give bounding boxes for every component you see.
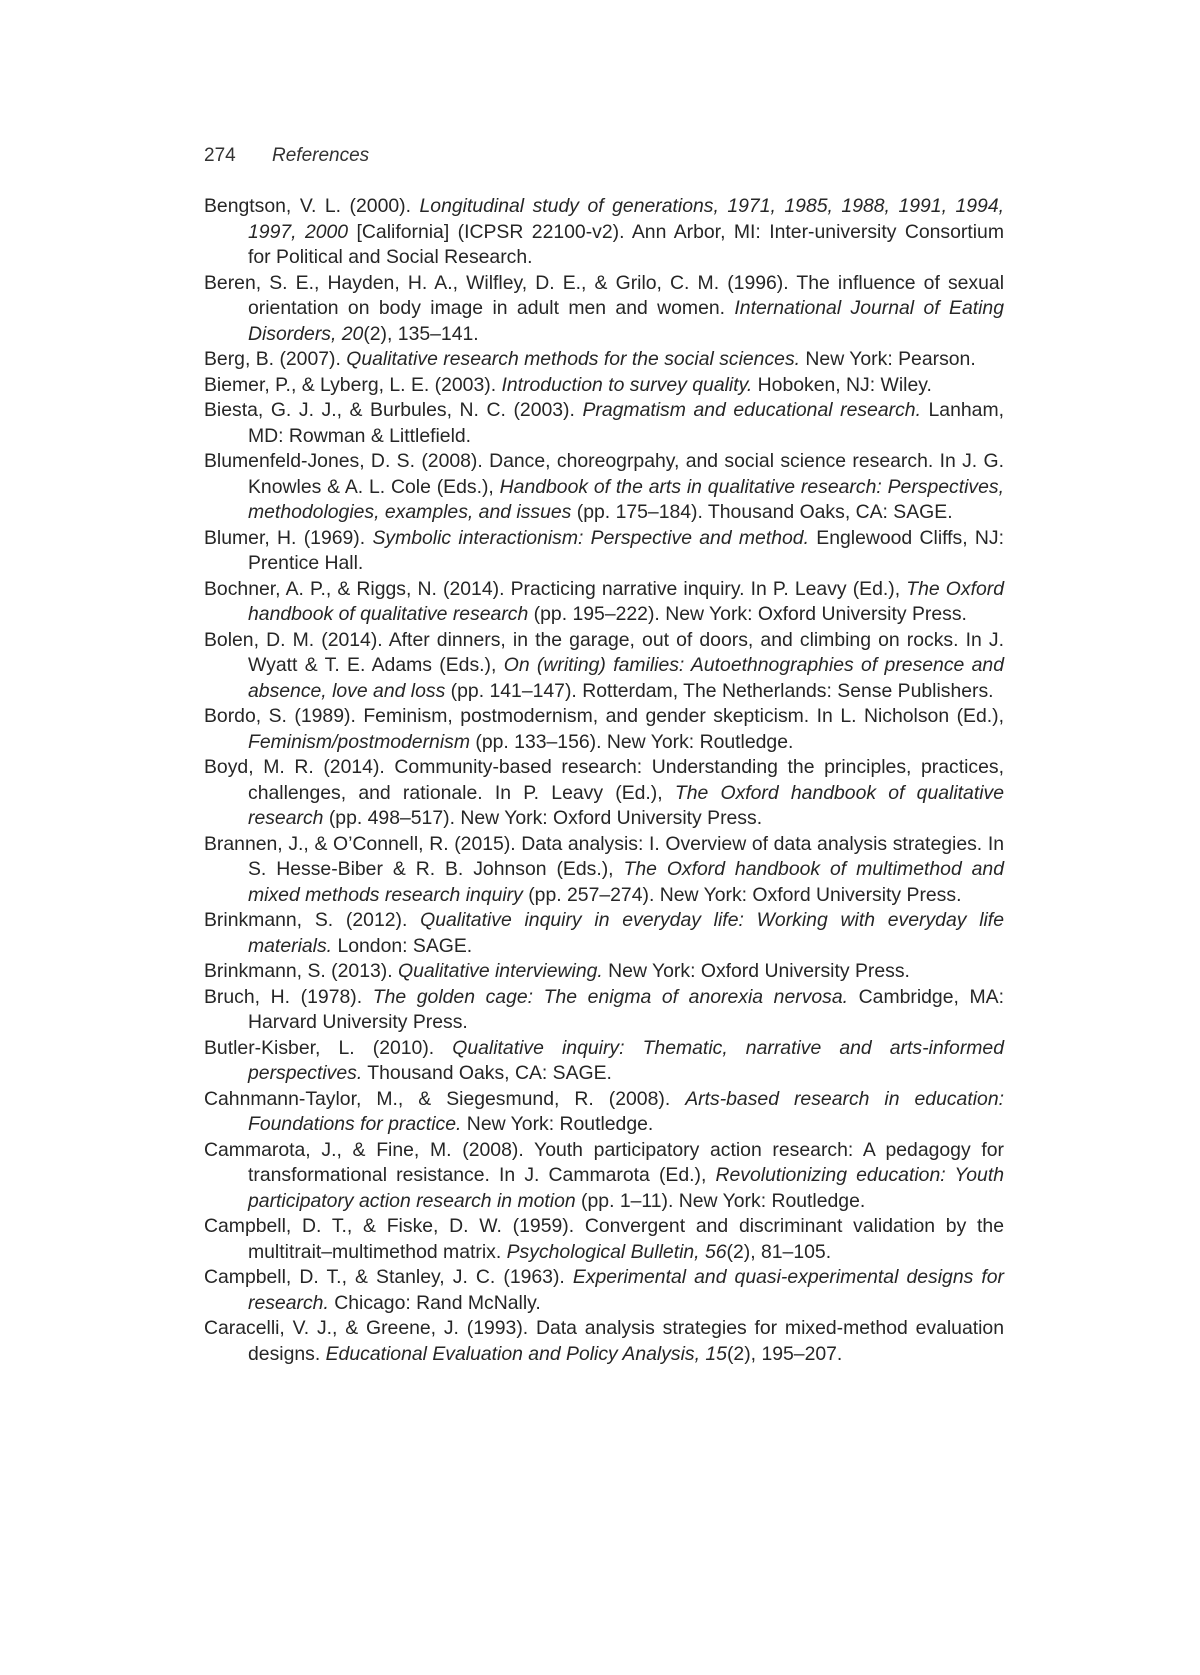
reference-text: Biesta, G. J. J., & Burbules, N. C. (2003). — [204, 399, 583, 421]
reference-text: Blumer, H. (1969). — [204, 526, 373, 549]
reference-text: (pp. 133–156). New York: Routledge. — [469, 730, 794, 753]
reference-italic-title: Symbolic interactionism: Perspective and method. — [372, 526, 809, 549]
reference-text: (pp. 257–274). New York: Oxford University Press. — [522, 883, 962, 906]
reference-text: (pp. 498–517). New York: Oxford University Press. — [323, 807, 763, 829]
reference-italic-title: Revolutionizing education: Youth participatory action research in motion — [248, 1164, 1004, 1212]
reference-text: Butler-Kisber, L. (2010). — [204, 1036, 453, 1059]
reference-text: (2), 81–105. — [726, 1240, 832, 1263]
reference-text: Biemer, P., & Lyberg, L. E. (2003). — [204, 373, 502, 396]
reference-text: (pp. 175–184). Thousand Oaks, CA: SAGE. — [571, 501, 953, 523]
reference-italic-title: Qualitative research methods for the social sciences. — [346, 348, 801, 370]
reference-entry — [204, 449, 1004, 526]
reference-italic-title: Qualitative interviewing. — [398, 960, 603, 982]
reference-text: Campbell, D. T., & Fiske, D. W. (1959). Convergent and discriminant validation by the multitrait–multimethod matrix. — [204, 1215, 1004, 1263]
reference-entry — [204, 373, 1004, 399]
reference-italic-title: Arts-based research in education: Foundations for practice. — [248, 1087, 1004, 1135]
reference-entry — [204, 628, 1004, 705]
reference-italic-title: Qualitative inquiry in everyday life: Working with everyday life materials. — [248, 909, 1004, 957]
reference-text: Thousand Oaks, CA: SAGE. — [362, 1062, 612, 1084]
reference-italic-title: Handbook of the arts in qualitative research: Perspectives, methodologies, examples, and issues — [248, 475, 1004, 523]
reference-italic-title: Pragmatism and educational research. — [582, 399, 921, 421]
reference-text: Bordo, S. (1989). Feminism, postmodernism, and gender skepticism. In L. Nicholson (Ed.), — [204, 705, 1004, 727]
reference-text: [California] (ICPSR 22100-v2). Ann Arbor, MI: Inter-university Consortium for Political and Social Research. — [248, 220, 1004, 268]
reference-text: New York: Routledge. — [461, 1113, 654, 1135]
reference-entry — [204, 985, 1004, 1036]
reference-italic-title: Qualitative inquiry: Thematic, narrative and arts-informed perspectives. — [248, 1036, 1004, 1084]
reference-entry — [204, 908, 1004, 959]
reference-italic-title: Feminism/postmodernism — [248, 730, 470, 753]
reference-italic-title: Psychological Bulletin, 56 — [506, 1240, 727, 1263]
reference-text: (pp. 141–147). Rotterdam, The Netherlands: Sense Publishers. — [445, 679, 994, 702]
reference-text: Beren, S. E., Hayden, H. A., Wilfley, D. E., & Grilo, C. M. (1996). The influence of sexual orientation on body image in adult men and women. — [204, 271, 1004, 319]
reference-entry — [204, 1214, 1004, 1265]
reference-text: (pp. 1–11). New York: Routledge. — [575, 1189, 866, 1212]
reference-text: Lanham, MD: Rowman & Littlefield. — [248, 399, 1004, 447]
reference-italic-title: Introduction to survey quality. — [501, 373, 753, 396]
reference-text: Cammarota, J., & Fine, M. (2008). Youth participatory action research: A pedagogy for transformational resistance. In J. Cammarota (Ed.), — [204, 1138, 1004, 1186]
reference-entry — [204, 271, 1004, 348]
reference-entry — [204, 194, 1004, 271]
reference-entry — [204, 832, 1004, 909]
reference-text: (pp. 195–222). New York: Oxford University Press. — [528, 603, 967, 625]
reference-italic-title: Longitudinal study of generations, 1971, 1985, 1988, 1991, 1994, 1997, 2000 — [248, 195, 1004, 243]
reference-text: Chicago: Rand McNally. — [328, 1291, 541, 1314]
reference-entry — [204, 1265, 1004, 1316]
reference-text: Brinkmann, S. (2013). — [204, 960, 398, 982]
reference-text: Blumenfeld-Jones, D. S. (2008). Dance, choreogrpahy, and social science research. In J. G. Knowles & A. L. Cole (Eds.), — [204, 450, 1004, 498]
reference-text: Boyd, M. R. (2014). Community-based research: Understanding the principles, practices, challenges, and rationale. In P. Leavy (Ed.), — [204, 756, 1004, 804]
reference-entry — [204, 398, 1004, 449]
reference-italic-title: The golden cage: The enigma of anorexia nervosa. — [372, 985, 849, 1008]
reference-italic-title: The Oxford handbook of qualitative research — [248, 781, 1004, 829]
reference-text: (2), 135–141. — [363, 322, 479, 345]
running-head — [204, 144, 369, 168]
reference-text: Brinkmann, S. (2012). — [204, 909, 421, 931]
reference-entry — [204, 1036, 1004, 1087]
reference-text: Brannen, J., & O’Connell, R. (2015). Data analysis: I. Overview of data analysis strategies. In S. Hesse-Biber & R. B. Johnson (Eds.), — [204, 832, 1004, 880]
reference-entry — [204, 959, 1004, 985]
reference-text: Campbell, D. T., & Stanley, J. C. (1963). — [204, 1266, 573, 1288]
reference-text: Cambridge, MA: Harvard University Press. — [248, 985, 1004, 1033]
reference-text: Englewood Cliffs, NJ: Prentice Hall. — [248, 526, 1005, 574]
reference-entry — [204, 755, 1004, 832]
reference-entry — [204, 1087, 1004, 1138]
reference-list — [204, 194, 1004, 1367]
reference-text: Bengtson, V. L. (2000). — [204, 195, 420, 217]
reference-entry — [204, 347, 1004, 373]
reference-italic-title: The Oxford handbook of qualitative research — [248, 577, 1004, 625]
reference-text: Hoboken, NJ: Wiley. — [752, 373, 932, 396]
reference-text: Bochner, A. P., & Riggs, N. (2014). Practicing narrative inquiry. In P. Leavy (Ed.), — [204, 577, 907, 600]
reference-italic-title: Experimental and quasi-experimental designs for research. — [248, 1266, 1005, 1314]
reference-text: (2), 195–207. — [726, 1342, 843, 1365]
reference-entry — [204, 1316, 1004, 1367]
reference-italic-title: On (writing) families: Autoethnographies of presence and absence, love and loss — [248, 654, 1005, 702]
reference-italic-title: International Journal of Eating Disorders, 20 — [248, 297, 1005, 345]
reference-text: New York: Oxford University Press. — [602, 960, 910, 982]
reference-text: Caracelli, V. J., & Greene, J. (1993). Data analysis strategies for mixed-method evaluation designs. — [204, 1317, 1004, 1365]
reference-entry — [204, 1138, 1004, 1215]
reference-entry — [204, 526, 1004, 577]
reference-text: Bolen, D. M. (2014). After dinners, in the garage, out of doors, and climbing on rocks. In J. Wyatt & T. E. Adams (Eds.), — [204, 628, 1004, 676]
reference-text: Cahnmann-Taylor, M., & Siegesmund, R. (2008). — [204, 1087, 686, 1110]
reference-text: Bruch, H. (1978). — [204, 985, 373, 1008]
reference-italic-title: The Oxford handbook of multimethod and mixed methods research inquiry — [248, 858, 1004, 906]
reference-entry — [204, 577, 1004, 628]
section-title: References — [272, 145, 370, 166]
page-number: 274 — [204, 145, 236, 166]
reference-text: London: SAGE. — [332, 934, 473, 957]
reference-italic-title: Educational Evaluation and Policy Analysis, 15 — [325, 1342, 727, 1365]
reference-text: Berg, B. (2007). — [204, 348, 347, 370]
reference-entry — [204, 704, 1004, 755]
reference-text: New York: Pearson. — [800, 348, 976, 370]
